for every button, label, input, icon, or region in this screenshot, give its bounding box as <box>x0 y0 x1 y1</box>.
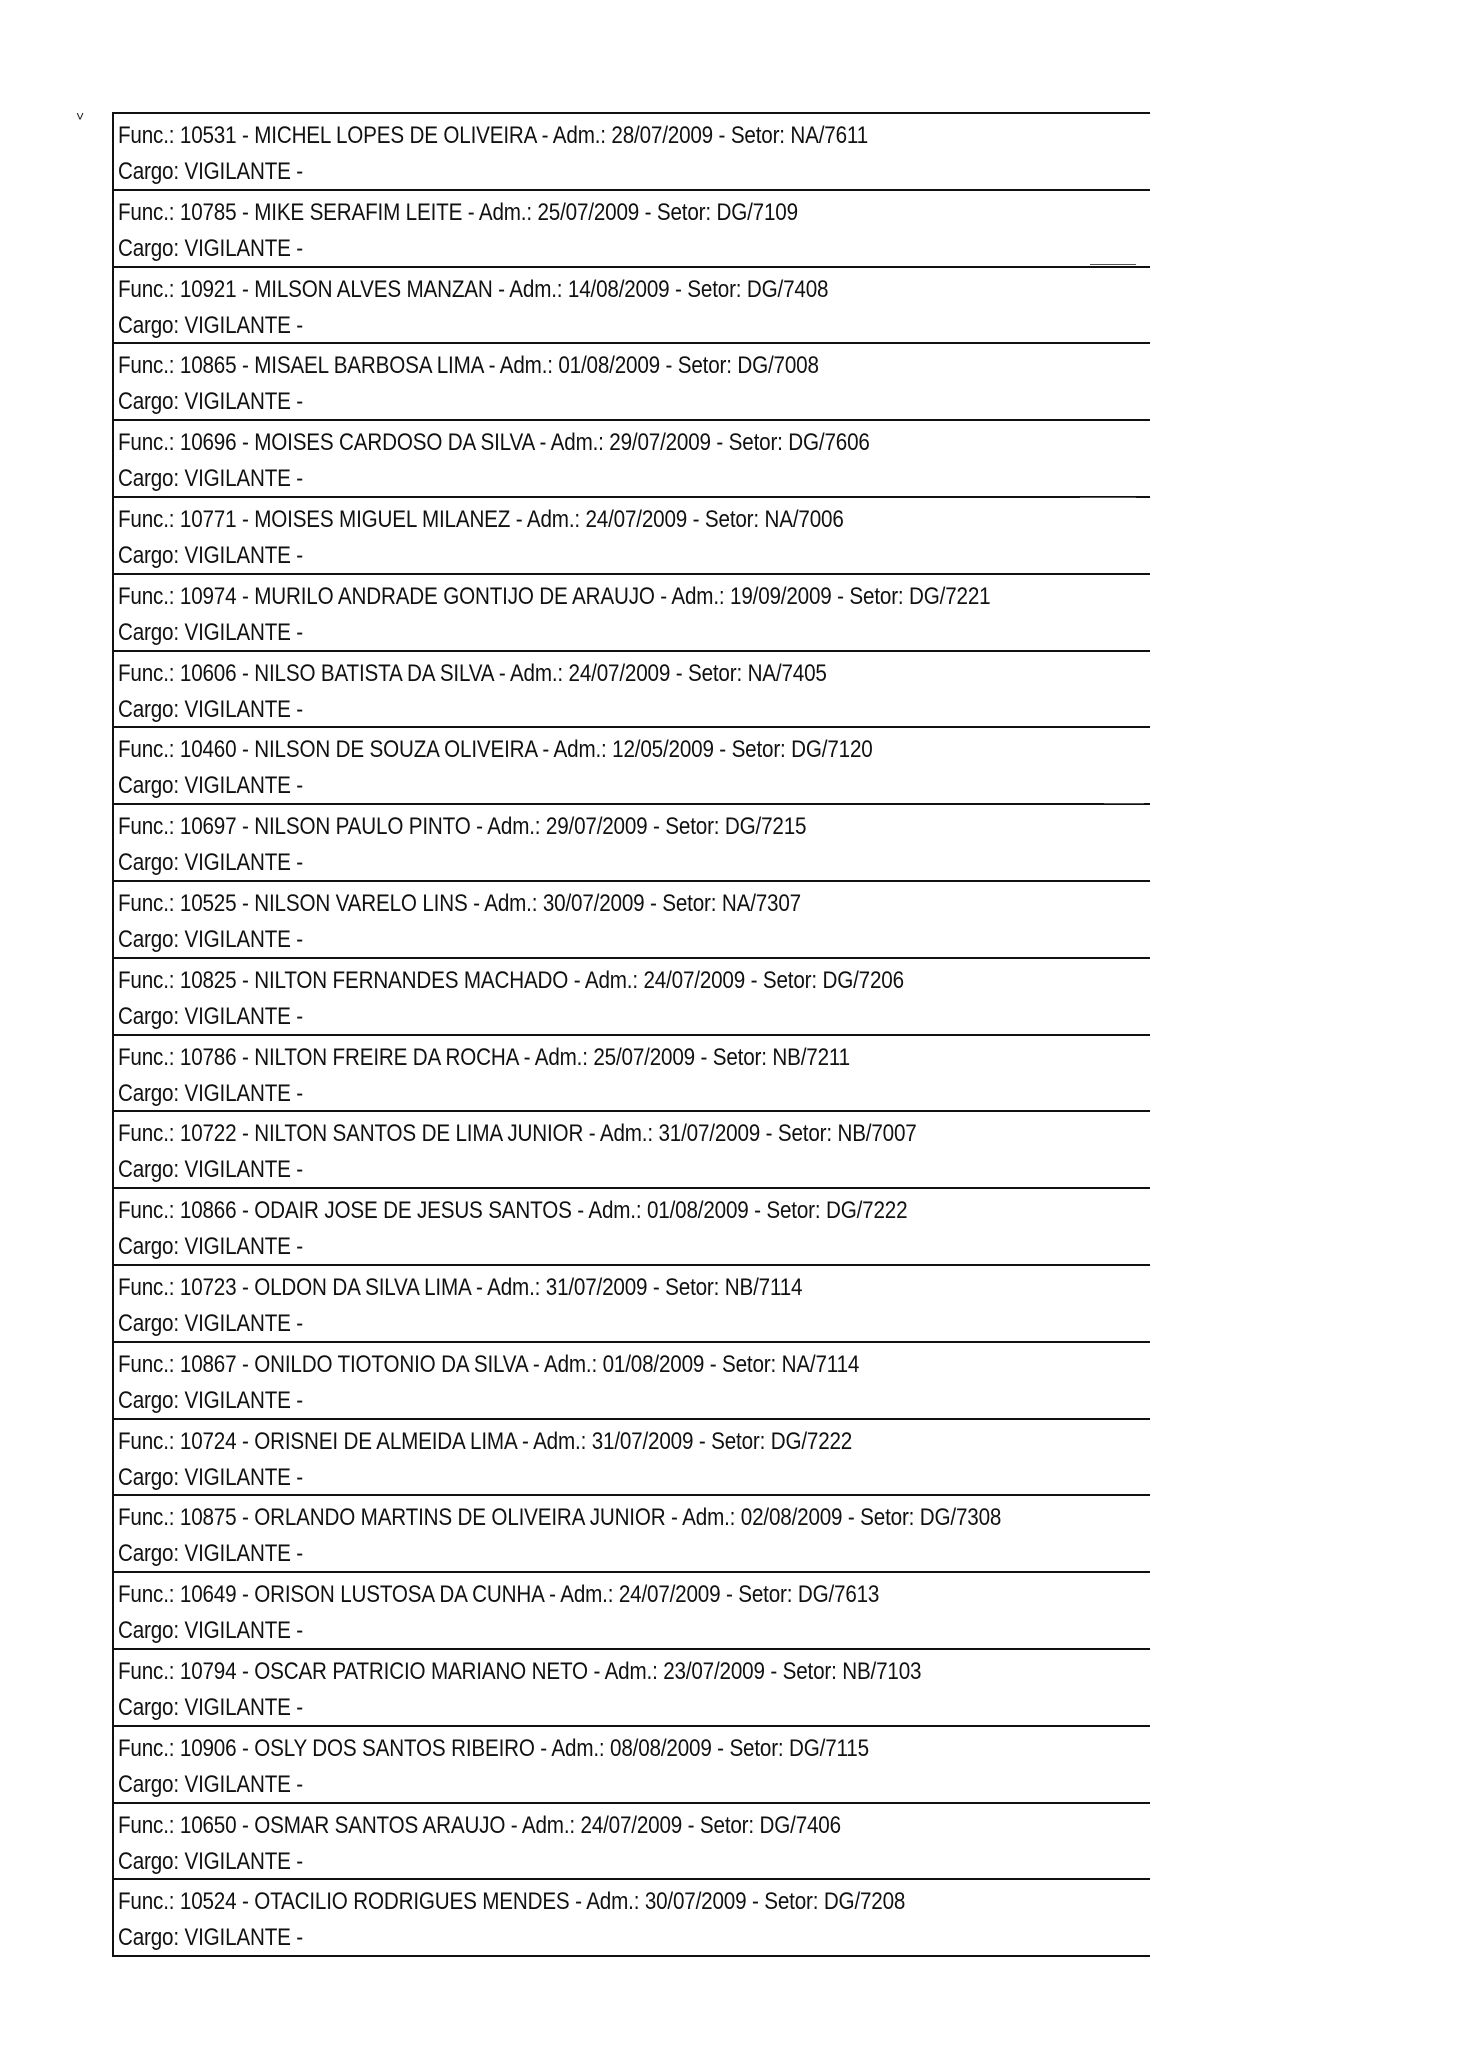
employee-cargo-line: Cargo: VIGILANTE - <box>118 849 304 877</box>
employee-cargo-line: Cargo: VIGILANTE - <box>118 1156 304 1184</box>
employee-cargo-line: Cargo: VIGILANTE - <box>118 1386 304 1414</box>
employee-func-line: Func.: 10867 - ONILDO TIOTONIO DA SILVA - Adm.: 01/08/2009 - Setor: NA/7114 <box>118 1350 860 1378</box>
employee-record <box>114 959 1150 1036</box>
scan-noise-line <box>1090 264 1136 265</box>
employee-record <box>114 1573 1150 1650</box>
employee-record <box>114 1804 1150 1881</box>
employee-func-line: Func.: 10921 - MILSON ALVES MANZAN - Adm.: 14/08/2009 - Setor: DG/7408 <box>118 275 829 303</box>
employee-record <box>114 1112 1150 1189</box>
employee-record <box>114 575 1150 652</box>
employee-record <box>114 344 1150 421</box>
employee-func-line: Func.: 10906 - OSLY DOS SANTOS RIBEIRO - Adm.: 08/08/2009 - Setor: DG/7115 <box>118 1734 869 1762</box>
employee-func-line: Func.: 10723 - OLDON DA SILVA LIMA - Adm.: 31/07/2009 - Setor: NB/7114 <box>118 1273 803 1301</box>
employee-func-line: Func.: 10875 - ORLANDO MARTINS DE OLIVEIRA JUNIOR - Adm.: 02/08/2009 - Setor: DG/7308 <box>118 1504 1002 1532</box>
employee-cargo-line: Cargo: VIGILANTE - <box>118 772 304 800</box>
scan-noise-line <box>1080 497 1136 498</box>
employee-cargo-line: Cargo: VIGILANTE - <box>118 1233 304 1261</box>
employee-record <box>114 191 1150 268</box>
employee-func-line: Func.: 10785 - MIKE SERAFIM LEITE - Adm.: 25/07/2009 - Setor: DG/7109 <box>118 198 798 226</box>
employee-record <box>114 1036 1150 1113</box>
employee-cargo-line: Cargo: VIGILANTE - <box>118 158 304 185</box>
employee-cargo-line: Cargo: VIGILANTE - <box>118 618 304 646</box>
employee-records-list <box>112 112 1150 1957</box>
employee-func-line: Func.: 10697 - NILSON PAULO PINTO - Adm.: 29/07/2009 - Setor: DG/7215 <box>118 813 807 841</box>
employee-record <box>114 805 1150 882</box>
employee-func-line: Func.: 10531 - MICHEL LOPES DE OLIVEIRA - Adm.: 28/07/2009 - Setor: NA/7611 <box>118 122 869 149</box>
employee-record <box>114 498 1150 575</box>
employee-cargo-line: Cargo: VIGILANTE - <box>118 1617 304 1645</box>
employee-record <box>114 1880 1150 1957</box>
employee-func-line: Func.: 10649 - ORISON LUSTOSA DA CUNHA - Adm.: 24/07/2009 - Setor: DG/7613 <box>118 1581 880 1609</box>
employee-cargo-line: Cargo: VIGILANTE - <box>118 925 304 953</box>
employee-cargo-line: Cargo: VIGILANTE - <box>118 1924 304 1952</box>
employee-record <box>114 1189 1150 1266</box>
employee-cargo-line: Cargo: VIGILANTE - <box>118 1309 304 1337</box>
employee-func-line: Func.: 10866 - ODAIR JOSE DE JESUS SANTOS - Adm.: 01/08/2009 - Setor: DG/7222 <box>118 1197 908 1225</box>
employee-func-line: Func.: 10696 - MOISES CARDOSO DA SILVA - Adm.: 29/07/2009 - Setor: DG/7606 <box>118 429 870 457</box>
employee-func-line: Func.: 10606 - NILSO BATISTA DA SILVA - Adm.: 24/07/2009 - Setor: NA/7405 <box>118 659 827 687</box>
employee-func-line: Func.: 10865 - MISAEL BARBOSA LIMA - Adm.: 01/08/2009 - Setor: DG/7008 <box>118 352 819 380</box>
employee-record <box>114 1496 1150 1573</box>
employee-func-line: Func.: 10974 - MURILO ANDRADE GONTIJO DE ARAUJO - Adm.: 19/09/2009 - Setor: DG/7221 <box>118 582 991 610</box>
employee-cargo-line: Cargo: VIGILANTE - <box>118 695 304 723</box>
employee-cargo-line: Cargo: VIGILANTE - <box>118 234 304 262</box>
employee-func-line: Func.: 10524 - OTACILIO RODRIGUES MENDES - Adm.: 30/07/2009 - Setor: DG/7208 <box>118 1888 906 1916</box>
employee-func-line: Func.: 10825 - NILTON FERNANDES MACHADO - Adm.: 24/07/2009 - Setor: DG/7206 <box>118 966 904 994</box>
employee-record <box>114 1266 1150 1343</box>
employee-cargo-line: Cargo: VIGILANTE - <box>118 1079 304 1107</box>
scan-noise-line <box>1104 803 1144 804</box>
employee-func-line: Func.: 10722 - NILTON SANTOS DE LIMA JUNIOR - Adm.: 31/07/2009 - Setor: NB/7007 <box>118 1120 917 1148</box>
employee-cargo-line: Cargo: VIGILANTE - <box>118 1463 304 1491</box>
employee-record <box>114 1343 1150 1420</box>
employee-func-line: Func.: 10460 - NILSON DE SOUZA OLIVEIRA - Adm.: 12/05/2009 - Setor: DG/7120 <box>118 736 873 764</box>
employee-record <box>114 652 1150 729</box>
employee-cargo-line: Cargo: VIGILANTE - <box>118 1540 304 1568</box>
employee-cargo-line: Cargo: VIGILANTE - <box>118 388 304 416</box>
employee-record <box>114 1420 1150 1497</box>
employee-cargo-line: Cargo: VIGILANTE - <box>118 1847 304 1875</box>
employee-record <box>114 1650 1150 1727</box>
employee-cargo-line: Cargo: VIGILANTE - <box>118 1770 304 1798</box>
employee-func-line: Func.: 10771 - MOISES MIGUEL MILANEZ - Adm.: 24/07/2009 - Setor: NA/7006 <box>118 505 844 533</box>
employee-func-line: Func.: 10724 - ORISNEI DE ALMEIDA LIMA - Adm.: 31/07/2009 - Setor: DG/7222 <box>118 1427 853 1455</box>
employee-func-line: Func.: 10786 - NILTON FREIRE DA ROCHA - Adm.: 25/07/2009 - Setor: NB/7211 <box>118 1043 850 1071</box>
employee-record <box>114 268 1150 345</box>
employee-func-line: Func.: 10525 - NILSON VARELO LINS - Adm.: 30/07/2009 - Setor: NA/7307 <box>118 889 801 917</box>
employee-record <box>114 1727 1150 1804</box>
employee-func-line: Func.: 10794 - OSCAR PATRICIO MARIANO NETO - Adm.: 23/07/2009 - Setor: NB/7103 <box>118 1657 922 1685</box>
employee-cargo-line: Cargo: VIGILANTE - <box>118 465 304 493</box>
employee-record <box>114 421 1150 498</box>
employee-cargo-line: Cargo: VIGILANTE - <box>118 1002 304 1030</box>
employee-record <box>114 882 1150 959</box>
corner-mark: ˅ <box>76 108 85 124</box>
employee-record <box>114 728 1150 805</box>
employee-cargo-line: Cargo: VIGILANTE - <box>118 1693 304 1721</box>
employee-func-line: Func.: 10650 - OSMAR SANTOS ARAUJO - Adm.: 24/07/2009 - Setor: DG/7406 <box>118 1811 841 1839</box>
employee-cargo-line: Cargo: VIGILANTE - <box>118 541 304 569</box>
employee-cargo-line: Cargo: VIGILANTE - <box>118 311 304 339</box>
employee-record <box>114 114 1150 191</box>
